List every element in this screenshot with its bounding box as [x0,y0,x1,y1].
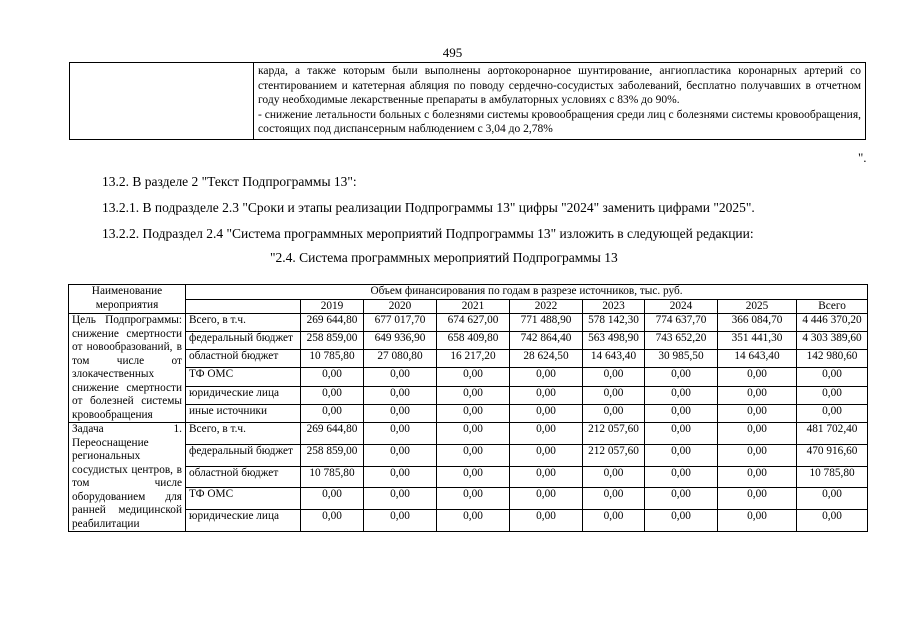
funding-value: 28 624,50 [510,350,583,368]
funding-value: 0,00 [301,368,364,386]
page-number: 495 [442,45,463,60]
funding-value: 0,00 [718,466,797,488]
funding-value: 578 142,30 [583,314,645,332]
funding-value: 212 057,60 [583,423,645,445]
name-header: Наименование мероприятия [69,285,186,314]
funding-value: 351 441,30 [718,332,797,350]
funding-value: 742 864,40 [510,332,583,350]
year-header: 2025 [718,299,797,314]
funding-value: 16 217,20 [437,350,510,368]
funding-value: 0,00 [437,444,510,466]
paragraph-13-2-2: 13.2.2. Подраздел 2.4 "Система программных мероприятий Подпрограммы 13" изложить в следующей редакции: [102,226,754,241]
continuation-text-2: - снижение летальности больных с болезнями системы кровообращения среди лиц с болезнями системы кровообращения, состоящих под диспансерным наблюдением с 3,04 до 2,78% [258,108,861,135]
continuation-row [70,63,866,140]
funding-value: 14 643,40 [583,350,645,368]
funding-source: юридические лица [186,386,301,404]
table-row [69,444,868,466]
funding-source: иные источники [186,404,301,422]
funding-value: 0,00 [364,510,437,532]
year-header: 2020 [364,299,437,314]
funding-value: 0,00 [645,510,718,532]
funding-value: 0,00 [645,444,718,466]
table-row [69,350,868,368]
funding-value: 0,00 [583,368,645,386]
funding-value: 0,00 [510,444,583,466]
funding-value: 27 080,80 [364,350,437,368]
funding-value: 0,00 [364,488,437,510]
funding-source: ТФ ОМС [186,488,301,510]
measure-name: Цель Подпрограммы: снижение смертности от новообразований, в том числе от злокачественных снижение смертности от болезней системы кровообращения [69,314,186,423]
funding-value: 10 785,80 [301,350,364,368]
funding-value: 0,00 [364,404,437,422]
funding-value: 0,00 [510,404,583,422]
funding-value: 0,00 [718,386,797,404]
funding-value: 366 084,70 [718,314,797,332]
funding-value: 481 702,40 [797,423,868,445]
funding-value: 0,00 [718,488,797,510]
funding-value: 0,00 [437,386,510,404]
volume-header: Объем финансирования по годам в разрезе источников, тыс. руб. [186,285,868,300]
year-header: 2023 [583,299,645,314]
funding-value: 0,00 [437,488,510,510]
funding-source: областной бюджет [186,350,301,368]
year-header: 2024 [645,299,718,314]
funding-value: 258 859,00 [301,444,364,466]
funding-value: 0,00 [510,386,583,404]
funding-value: 674 627,00 [437,314,510,332]
funding-value: 0,00 [364,444,437,466]
table-row [69,466,868,488]
paragraph-13-2: 13.2. В разделе 2 "Текст Подпрограммы 13": [102,174,357,189]
funding-value: 14 643,40 [718,350,797,368]
funding-value: 0,00 [718,510,797,532]
funding-value: 0,00 [510,423,583,445]
funding-value: 30 985,50 [645,350,718,368]
funding-source: федеральный бюджет [186,444,301,466]
source-header [186,299,301,314]
financing-table [68,284,868,532]
funding-value: 0,00 [437,466,510,488]
measure-name: Задача 1. Переоснащение региональных сосудистых центров, в том числе оборудованием для ранней медицинской реабилитации [69,423,186,532]
table-row [69,314,868,332]
continuation-text-cell [254,63,866,140]
funding-value: 258 859,00 [301,332,364,350]
funding-value: 0,00 [645,386,718,404]
funding-value: 0,00 [583,466,645,488]
funding-value: 0,00 [437,404,510,422]
funding-value: 0,00 [583,510,645,532]
funding-value: 0,00 [797,404,868,422]
funding-value: 4 446 370,20 [797,314,868,332]
funding-value: 10 785,80 [797,466,868,488]
continuation-table [69,62,866,140]
funding-value: 0,00 [645,466,718,488]
funding-value: 0,00 [364,423,437,445]
continuation-label-cell [70,63,254,140]
table-header-years-row [69,299,868,314]
funding-value: 0,00 [437,368,510,386]
funding-value: 0,00 [645,368,718,386]
funding-value: 0,00 [301,488,364,510]
funding-value: 10 785,80 [301,466,364,488]
funding-source: Всего, в т.ч. [186,314,301,332]
funding-value: 0,00 [364,386,437,404]
funding-value: 0,00 [301,386,364,404]
funding-value: 0,00 [718,404,797,422]
funding-value: 470 916,60 [797,444,868,466]
funding-value: 0,00 [645,488,718,510]
funding-value: 269 644,80 [301,314,364,332]
closing-quote: ". [858,150,867,165]
paragraph-13-2-1: 13.2.1. В подразделе 2.3 "Сроки и этапы реализации Подпрограммы 13" цифры "2024" заменить цифрами "2025". [102,200,755,215]
table-row [69,510,868,532]
funding-value: 0,00 [797,510,868,532]
table-row [69,488,868,510]
funding-value: 0,00 [301,510,364,532]
funding-value: 0,00 [797,386,868,404]
year-header: 2022 [510,299,583,314]
funding-value: 0,00 [437,423,510,445]
funding-source: областной бюджет [186,466,301,488]
funding-value: 269 644,80 [301,423,364,445]
funding-value: 0,00 [718,368,797,386]
funding-value: 0,00 [718,444,797,466]
funding-value: 0,00 [301,404,364,422]
funding-value: 0,00 [437,510,510,532]
funding-value: 774 637,70 [645,314,718,332]
table-row [69,386,868,404]
funding-value: 0,00 [797,488,868,510]
table-row [69,368,868,386]
table-header-row [69,285,868,300]
table-row [69,404,868,422]
funding-value: 0,00 [583,386,645,404]
continuation-text-1: карда, а также которым были выполнены аортокоронарное шунтирование, ангиопластика коронарных артерий со стентированием и катетерная абляция по поводу сердечно-сосудистых заболеваний, бесплатно получавших в отчетном году необходимые лекарственные препараты в амбулаторных условиях с 83% до 90%. [258,65,861,106]
funding-source: Всего, в т.ч. [186,423,301,445]
funding-value: 677 017,70 [364,314,437,332]
funding-value: 0,00 [510,488,583,510]
funding-source: юридические лица [186,510,301,532]
funding-value: 4 303 389,60 [797,332,868,350]
funding-value: 0,00 [797,368,868,386]
funding-value: 563 498,90 [583,332,645,350]
funding-value: 142 980,60 [797,350,868,368]
funding-value: 649 936,90 [364,332,437,350]
funding-value: 0,00 [510,368,583,386]
funding-value: 0,00 [645,423,718,445]
funding-source: федеральный бюджет [186,332,301,350]
table-row [69,332,868,350]
funding-value: 212 057,60 [583,444,645,466]
year-header: 2019 [301,299,364,314]
funding-value: 771 488,90 [510,314,583,332]
table-row [69,423,868,445]
funding-value: 0,00 [583,404,645,422]
funding-value: 0,00 [510,510,583,532]
funding-value: 0,00 [718,423,797,445]
funding-value: 658 409,80 [437,332,510,350]
funding-source: ТФ ОМС [186,368,301,386]
funding-value: 0,00 [645,404,718,422]
funding-value: 0,00 [364,368,437,386]
funding-value: 0,00 [510,466,583,488]
section-heading: "2.4. Система программных мероприятий Подпрограммы 13 [270,250,618,265]
funding-value: 0,00 [583,488,645,510]
funding-value: 0,00 [364,466,437,488]
year-header: 2021 [437,299,510,314]
year-header: Всего [797,299,868,314]
funding-value: 743 652,20 [645,332,718,350]
